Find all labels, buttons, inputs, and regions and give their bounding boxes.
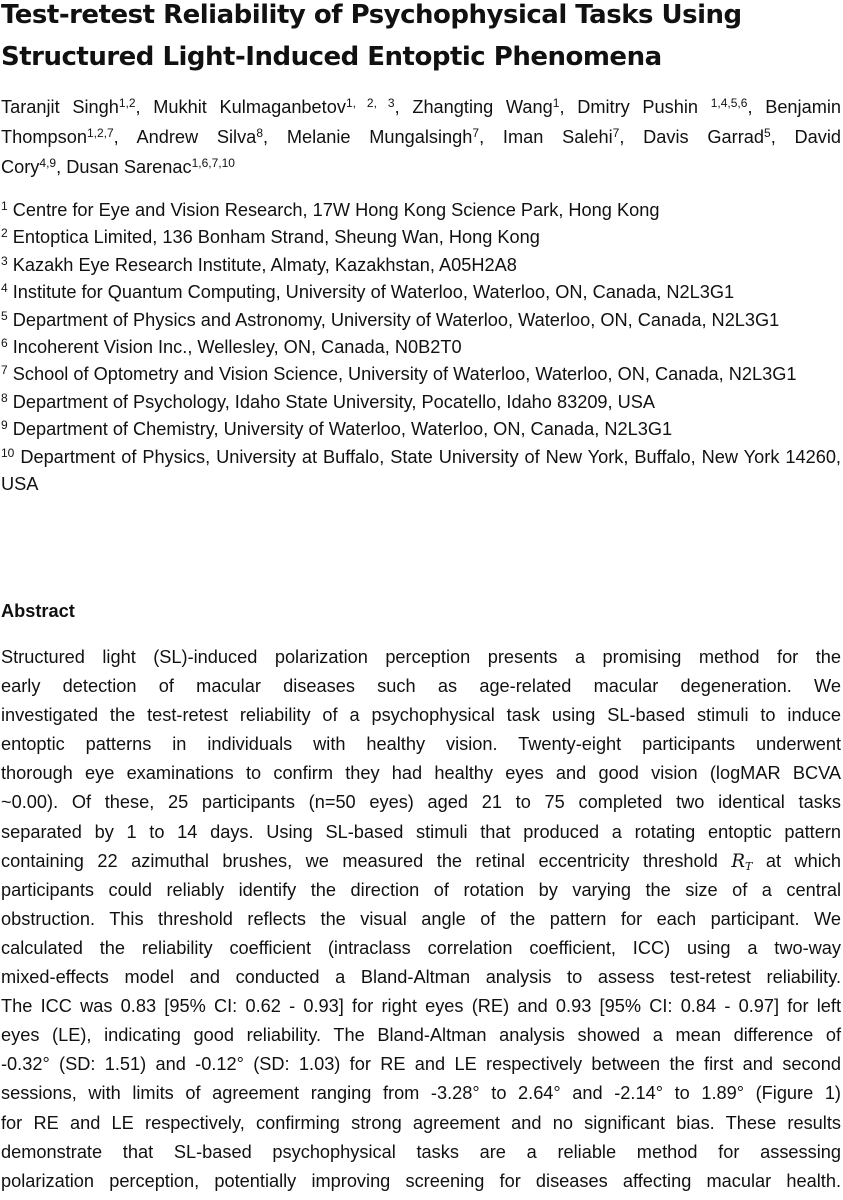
affiliation-number: 4 — [1, 281, 8, 296]
abstract-line: participants could reliably identify the direction of rotation by varying the size of a central — [1, 879, 841, 900]
abstract-line: The ICC was 0.83 [95% CI: 0.62 - 0.93] for right eyes (RE) and 0.93 [95% CI: 0.84 - 0.97] for left — [1, 996, 841, 1017]
author-name-part: Cory — [1, 157, 40, 177]
affiliation-item — [1, 224, 841, 251]
abstract-line: mixed-effects model and conducted a Bland-Altman analysis to assess test-retest reliability. — [1, 967, 841, 988]
abstract-line: demonstrate that SL-based psychophysical tasks are a reliable method for assessing — [1, 1141, 841, 1162]
author-affil-sup: 1,2 — [118, 96, 136, 110]
title-line: Test-retest Reliability of Psychophysical Tasks Using — [1, 0, 742, 30]
affiliation-item — [1, 389, 841, 416]
author-affil-sup: 7 — [472, 126, 480, 140]
abstract-line: Structured light (SL)-induced polarization perception presents a promising method for the — [1, 647, 841, 667]
affiliation-item — [1, 197, 841, 224]
affiliation-text: Incoherent Vision Inc., Wellesley, ON, Canada, N0B2T0 — [7, 337, 462, 358]
affiliation-number: 1 — [1, 199, 8, 213]
affiliation-item — [1, 361, 841, 388]
abstract-line: calculated the reliability coefficient (intraclass correlation coefficient, ICC) using a two-way — [1, 937, 841, 958]
affiliation-text: Department of Physics and Astronomy, University of Waterloo, Waterloo, ON, Canada, N2L3G1 — [7, 309, 780, 330]
author-affil-sup: 1, 2, 3 — [345, 96, 395, 110]
author-affil-sup: 4,9 — [39, 156, 57, 170]
affiliation-number: 3 — [1, 253, 8, 268]
abstract-line: -0.32° (SD: 1.51) and -0.12° (SD: 1.03) for RE and LE respectively between the first and second — [1, 1054, 841, 1075]
affiliation-item — [1, 252, 841, 279]
abstract-line: for RE and LE respectively, confirming strong agreement and no significant bias. These results — [1, 1112, 841, 1133]
author-list — [1, 92, 841, 182]
paper-title — [1, 0, 841, 78]
author-name: Melanie Mungalsingh — [286, 127, 473, 147]
author-affil-sup: 1,6,7,10 — [191, 156, 235, 170]
author-name: Dusan Sarenac — [66, 157, 192, 177]
author-name-part: Thompson — [1, 127, 87, 147]
affiliation-text: Department of Chemistry, University of Waterloo, Waterloo, ON, Canada, N2L3G1 — [7, 419, 673, 440]
abstract-line-text: containing 22 azimuthal brushes, we measured the retinal eccentricity threshold — [1, 850, 732, 871]
abstract-line: obstruction. This threshold reflects the visual angle of the pattern for each participant. We — [1, 908, 841, 929]
threshold-symbol — [731, 851, 752, 872]
affiliation-number: 2 — [1, 226, 8, 241]
affiliation-number: 5 — [1, 308, 8, 323]
affiliation-text: Centre for Eye and Vision Research, 17W Hong Kong Science Park, Hong Kong — [7, 200, 660, 220]
affiliation-item — [1, 416, 841, 443]
abstract-line: eyes (LE), indicating good reliability. The Bland-Altman analysis showed a mean difference of — [1, 1025, 841, 1046]
abstract-line: entoptic patterns in individuals with healthy vision. Twenty-eight participants underwent — [1, 734, 841, 755]
author-name: Taranjit Singh — [1, 97, 119, 117]
affiliation-text: Institute for Quantum Computing, University of Waterloo, Waterloo, ON, Canada, N2L3G1 — [7, 282, 735, 303]
abstract-line: early detection of macular diseases such as age-related macular degeneration. We — [1, 676, 841, 697]
abstract-line: investigated the test-retest reliability of a psychophysical task using SL-based stimuli to induce — [1, 705, 841, 726]
affiliation-number: 9 — [1, 418, 8, 433]
affiliation-text: Department of Psychology, Idaho State University, Pocatello, Idaho 83209, USA — [7, 391, 656, 412]
affiliation-text: School of Optometry and Vision Science, University of Waterloo, Waterloo, ON, Canada, N2L3G1 — [7, 364, 797, 385]
author-affil-sup: 1 — [552, 96, 560, 110]
title-line: Structured Light-Induced Entoptic Phenomena — [1, 42, 662, 72]
author-name-part: David — [794, 127, 841, 147]
symbol-r: R — [731, 850, 746, 872]
affiliation-text: Kazakh Eye Research Institute, Almaty, Kazakhstan, A05H2A8 — [7, 254, 517, 275]
abstract-line: thorough eye examinations to confirm they had healthy eyes and good vision (logMAR BCVA — [1, 763, 841, 784]
affiliation-text: Department of Physics, University at Buffalo, State University of New York, Buffalo, New York 14260, USA — [1, 446, 841, 495]
author-affil-sup: 1,2,7 — [86, 126, 114, 140]
author-line: Taranjit Singh$^{1,2}$, Mukhit Kulmaganbetov$^{1, 2, 3}$, Zhangting Wang$^1$, Dmitry Pushin $^{1,4,5,6}$, Benjamin — [1, 96, 842, 117]
affiliation-number: 8 — [1, 390, 8, 405]
author-name: Zhangting Wang — [412, 97, 553, 117]
affiliation-list — [1, 197, 841, 498]
abstract-heading: Abstract — [1, 601, 75, 621]
author-name: Davis Garrad — [643, 127, 764, 147]
abstract-line: polarization perception, potentially improving screening for diseases affecting macular health. — [1, 1170, 841, 1191]
author-name: Iman Salehi — [502, 127, 613, 147]
affiliation-item — [1, 307, 841, 334]
abstract-line: separated by 1 to 14 days. Using SL-based stimuli that produced a rotating entoptic pattern — [1, 821, 841, 842]
author-name: Andrew Silva — [136, 127, 257, 147]
author-name: Mukhit Kulmaganbetov — [153, 97, 346, 117]
abstract-line: ~0.00). Of these, 25 participants (n=50 eyes) aged 21 to 75 completed two identical tasks — [1, 792, 841, 813]
abstract-body — [1, 643, 841, 1196]
author-name: Dmitry Pushin — [577, 97, 699, 117]
author-name-part: Benjamin — [765, 97, 842, 117]
author-line: Thompson$^{1,2,7}$, Andrew Silva$^8$, Melanie Mungalsingh$^7$, Iman Salehi$^7$, Davis Garrad$^5$, David — [1, 126, 841, 147]
author-affil-sup: 5 — [764, 126, 771, 140]
affiliation-item — [1, 279, 841, 306]
affiliation-item — [1, 334, 841, 361]
affiliation-number: 6 — [1, 336, 8, 351]
affiliation-item — [1, 444, 841, 499]
abstract-line: sessions, with limits of agreement ranging from -3.28° to 2.64° and -2.14° to 1.89° (Figure 1) — [1, 1083, 841, 1104]
author-affil-sup: 7 — [612, 126, 620, 140]
author-line: Cory$^{4,9}$, Dusan Sarenac$^{1,6,7,10}$ — [1, 156, 235, 177]
affiliation-number: 10 — [1, 445, 15, 460]
author-affil-sup: 1,4,5,6 — [710, 96, 748, 110]
abstract-line — [1, 847, 841, 876]
affiliation-number: 7 — [1, 363, 8, 378]
author-affil-sup: 8 — [256, 126, 263, 140]
abstract-line-tail: at which — [752, 850, 841, 871]
symbol-t: T — [745, 859, 753, 873]
affiliation-text: Entoptica Limited, 136 Bonham Strand, Sheung Wan, Hong Kong — [7, 227, 540, 248]
